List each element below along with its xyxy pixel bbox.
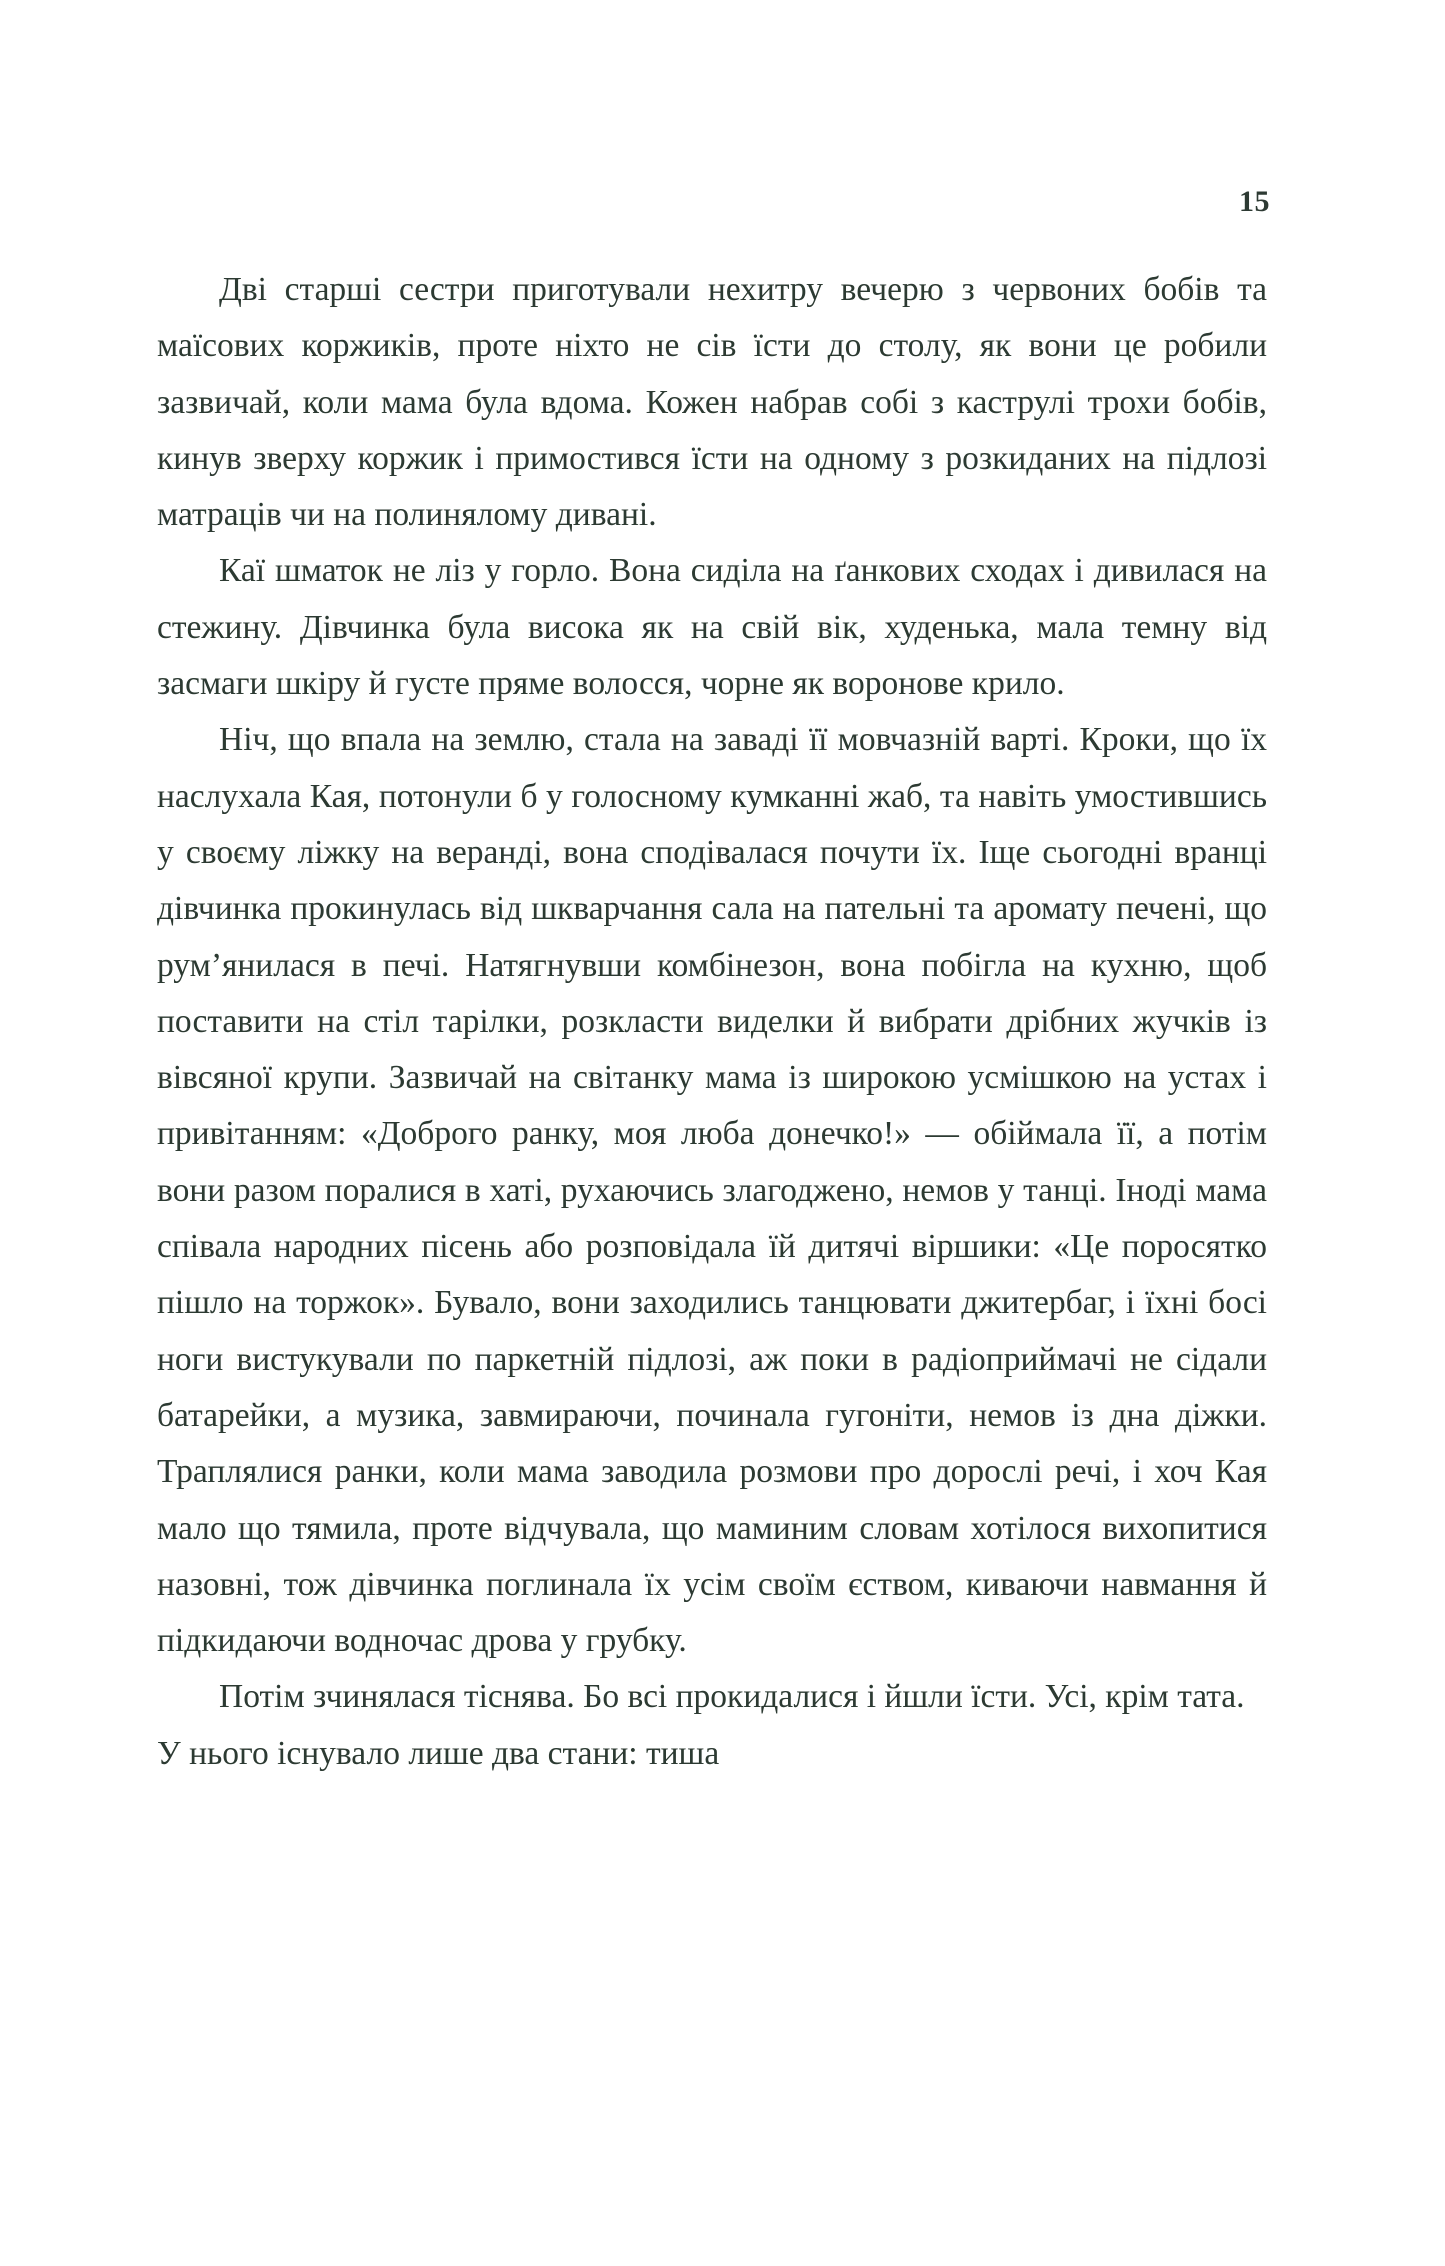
page-number: 15 bbox=[1239, 185, 1270, 218]
paragraph: Потім зчинялася тіснява. Бо всі прокидалися і йшли їсти. Усі, крім тата. У нього існувало лише два стани: тиша bbox=[157, 1678, 1245, 1772]
page-body-text bbox=[157, 262, 1267, 1782]
paragraph: Ніч, що впала на землю, стала на заваді її мовчазній варті. Кроки, що їх наслухала Кая, потонули б у голосному кумканні жаб, та навіть умостившись у своєму ліжку на веранді, вона сподівалася почути їх. Іще сьогодні вранці дівчинка прокинулась від шкварчання сала на пательні та аромату печені, що рум’янилася в печі. Натягнувши комбінезон, вона побігла на кухню, щоб поставити на стіл тарілки, розкласти виделки й вибрати дрібних жучків із вівсяної крупи. Зазвичай на світанку мама із широкою усмішкою на устах і привітанням: «Доброго ранку, моя люба донечко!» — обіймала її, а потім вони разом поралися в хаті, рухаючись злагоджено, немов у танці. Іноді мама співала народних пісень або розповідала їй дитячі віршики: «Це поросятко пішло на торжок». Бувало, вони заходились танцювати джитербаг, і їхні босі ноги вистукували по паркетній підлозі, аж поки в радіоприймачі не сідали батарейки, а музика, завмираючи, починала гугоніти, немов із дна діжки. Траплялися ранки, коли мама заводила розмови про дорослі речі, і хоч Кая мало що тямила, проте відчувала, що маминим словам хотілося вихопитися назовні, тож дівчинка поглинала їх усім своїм єством, киваючи навмання й підкидаючи водночас дрова у грубку. bbox=[157, 721, 1267, 1660]
paragraph: Каї шматок не ліз у горло. Вона сиділа на ґанкових сходах і дивилася на стежину. Дівчинка була висока як на свій вік, худенька, мала темну від засмаги шкіру й густе пряме волосся, чорне як воронове крило. bbox=[157, 552, 1267, 703]
paragraph: Дві старші сестри приготували нехитру вечерю з червоних бобів та маїсових коржиків, проте ніхто не сів їсти до столу, як вони це робили зазвичай, коли мама була вдома. Кожен набрав собі з каструлі трохи бобів, кинув зверху коржик і примостився їсти на одному з розкиданих на підлозі матраців чи на полинялому дивані. bbox=[157, 271, 1267, 534]
